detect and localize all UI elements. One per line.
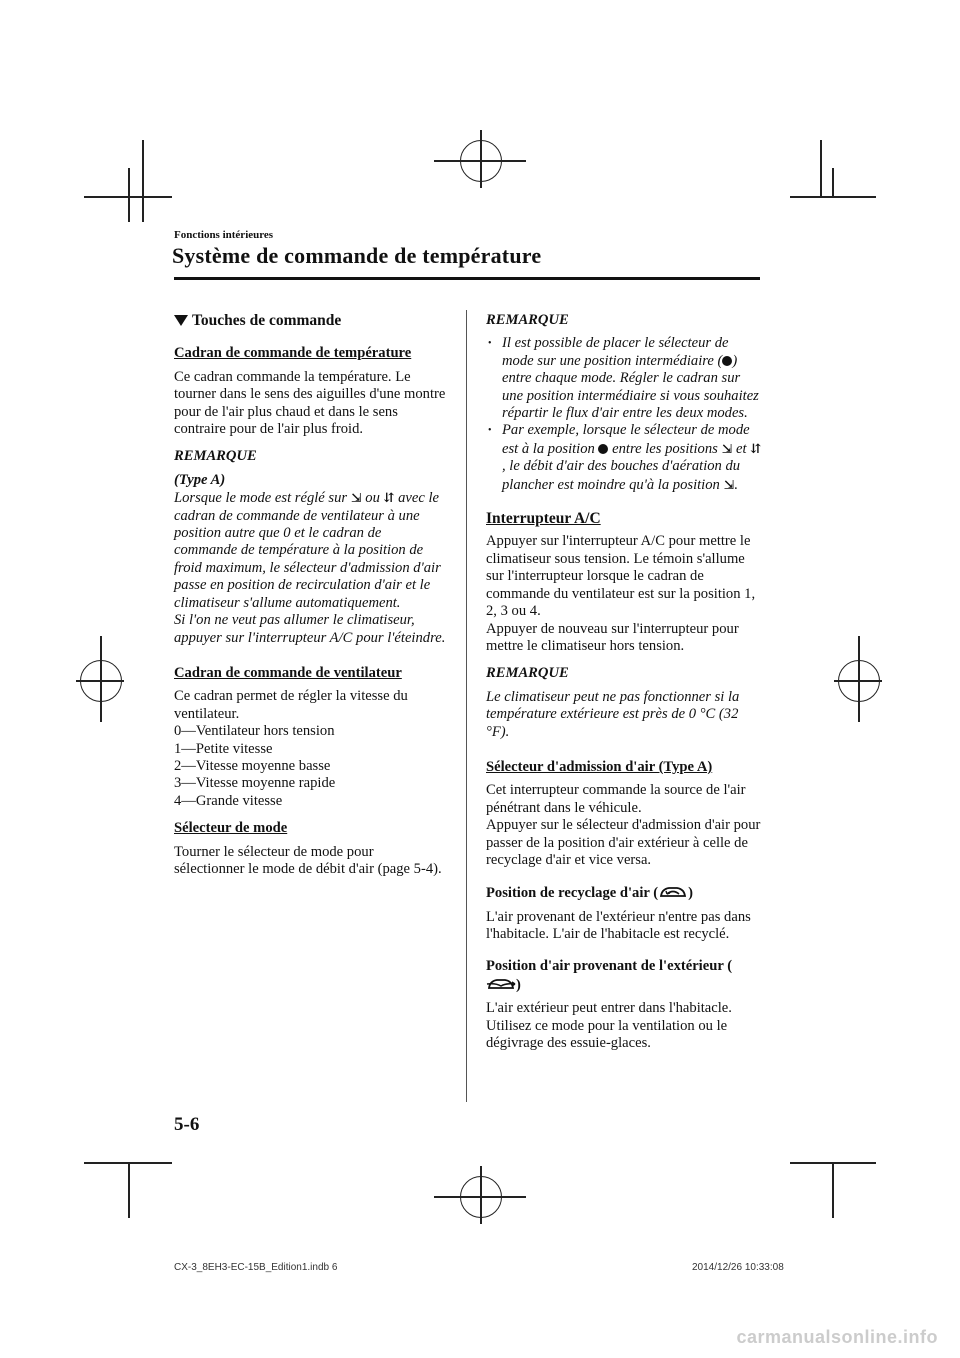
mode-selector-title: Sélecteur de mode (174, 820, 288, 837)
section-label: Fonctions intérieures (174, 229, 274, 241)
footer-timestamp: 2014/12/26 10:33:08 (692, 1262, 784, 1273)
list-item: • Il est possible de placer le sélecteur de mode sur une position intermédiaire ( ) entre chaque mode. Régler le cadran sur une position intermédiaire si vous souhaitez répartir le flux d'air entre les deux modes. (486, 335, 762, 422)
note-type: (Type A) (174, 471, 226, 488)
temp-dial-text: Ce cadran commande la température. Le tourner dans le sens des aiguilles d'une montre pour de l'air plus chaud et dans le sens contraire pour de l'air plus froid. (174, 368, 446, 438)
note-label: REMARQUE (486, 665, 569, 682)
page-title: Système de commande de température (172, 243, 542, 268)
fan-dial-title: Cadran de commande de ventilateur (174, 664, 402, 681)
list-item: • Par exemple, lorsque le sélecteur de mode est à la position entre les positions ⇲ et ⇵, le débit d'air des bouches d'aération du plancher est moindre qu'à la position ⇲. (486, 422, 762, 494)
mode-selector-text: Tourner le sélecteur de mode pour sélectionner le mode de débit d'air (page 5-4). (174, 843, 442, 877)
floor-vent-icon: ⇲ (721, 440, 733, 456)
note-text: Le climatiseur peut ne pas fonctionner si la température extérieure est près de 0 °C (32 °F). (486, 688, 740, 740)
registration-mark (100, 636, 102, 722)
crop-mark (820, 140, 822, 198)
fan-dial-text: Ce cadran permet de régler la vitesse du ventilateur. (174, 688, 408, 722)
column-divider (466, 310, 467, 1102)
recirc-text: L'air provenant de l'extérieur n'entre pas dans l'habitacle. L'air de l'habitacle est recyclé. (486, 908, 751, 943)
triangle-down-icon (174, 315, 188, 326)
ac-switch-text: Appuyer de nouveau sur l'interrupteur pour mettre le climatiseur hors tension. (486, 620, 739, 654)
registration-mark (858, 636, 860, 722)
intake-title: Sélecteur d'admission d'air (Type A) (486, 758, 713, 775)
header-rule (174, 277, 760, 280)
fan-speed-item: 1—Petite vitesse (174, 740, 273, 757)
note-label: REMARQUE (174, 448, 257, 465)
registration-mark (480, 1166, 482, 1224)
section-heading: Touches de commande (174, 312, 446, 329)
recirc-title: Position de recyclage d'air ( ) (486, 885, 693, 902)
note-label: REMARQUE (486, 312, 569, 328)
note-text: Si l'on ne veut pas allumer le climatiseur, appuyer sur l'interrupteur A/C pour l'éteindre. (174, 612, 446, 646)
footer-file: CX-3_8EH3-EC-15B_Edition1.indb 6 (174, 1262, 338, 1273)
crop-mark (128, 168, 130, 222)
fan-speed-item: 3—Vitesse moyenne rapide (174, 775, 336, 792)
intake-text: Cet interrupteur commande la source de l'air pénétrant dans le véhicule. (486, 782, 746, 816)
ac-switch-title: Interrupteur A/C (486, 510, 601, 528)
crop-mark (790, 196, 876, 198)
fan-speed-item: 2—Vitesse moyenne basse (174, 757, 331, 774)
note-text: Lorsque le mode est réglé sur ⇲ ou ⇵ avec le cadran de commande de ventilateur à une position autre que 0 et le cadran de commande de température à la position de froid maximum, le sélecteur d'admission d'air passe en position de recirculation d'air et le climatiseur s'allume automatiquement. (174, 490, 441, 611)
dot-icon (722, 356, 732, 366)
fan-speed-item: 0—Ventilateur hors tension (174, 723, 335, 740)
left-column (174, 312, 446, 888)
crop-mark (128, 1162, 130, 1218)
outside-air-title: Position d'air provenant de l'extérieur () (486, 957, 733, 993)
ac-switch-text: Appuyer sur l'interrupteur A/C pour mettre le climatiseur sous tension. Le témoin s'allume sur l'interrupteur lorsque le cadran de commande du ventilateur est sur la position 1, 2, 3 ou 4. (486, 533, 756, 620)
crop-mark (832, 168, 834, 198)
note-list (486, 335, 762, 494)
crop-mark (832, 1162, 834, 1218)
crop-mark (142, 140, 144, 222)
floor-defrost-icon: ⇵ (750, 440, 762, 456)
right-column (486, 312, 762, 1063)
page-number: 5-6 (174, 1114, 200, 1135)
outside-air-icon (486, 975, 516, 993)
floor-vent-icon: ⇲ (723, 476, 735, 492)
intake-text: Appuyer sur le sélecteur d'admission d'air pour passer de la position d'air extérieur à celle de recyclage d'air et vice versa. (486, 817, 761, 868)
outside-air-text: L'air extérieur peut entrer dans l'habitacle. Utilisez ce mode pour la ventilation ou le dégivrage des essuie-glaces. (486, 1000, 732, 1052)
temp-dial-title: Cadran de commande de température (174, 345, 412, 362)
fan-speed-item: 4—Grande vitesse (174, 792, 283, 809)
registration-mark (480, 130, 482, 188)
floor-vent-icon: ⇲ (350, 490, 362, 506)
recirculation-icon (658, 883, 688, 901)
watermark: carmanualsonline.info (736, 1327, 938, 1347)
floor-defrost-icon: ⇵ (383, 490, 395, 506)
dot-icon (598, 444, 608, 454)
